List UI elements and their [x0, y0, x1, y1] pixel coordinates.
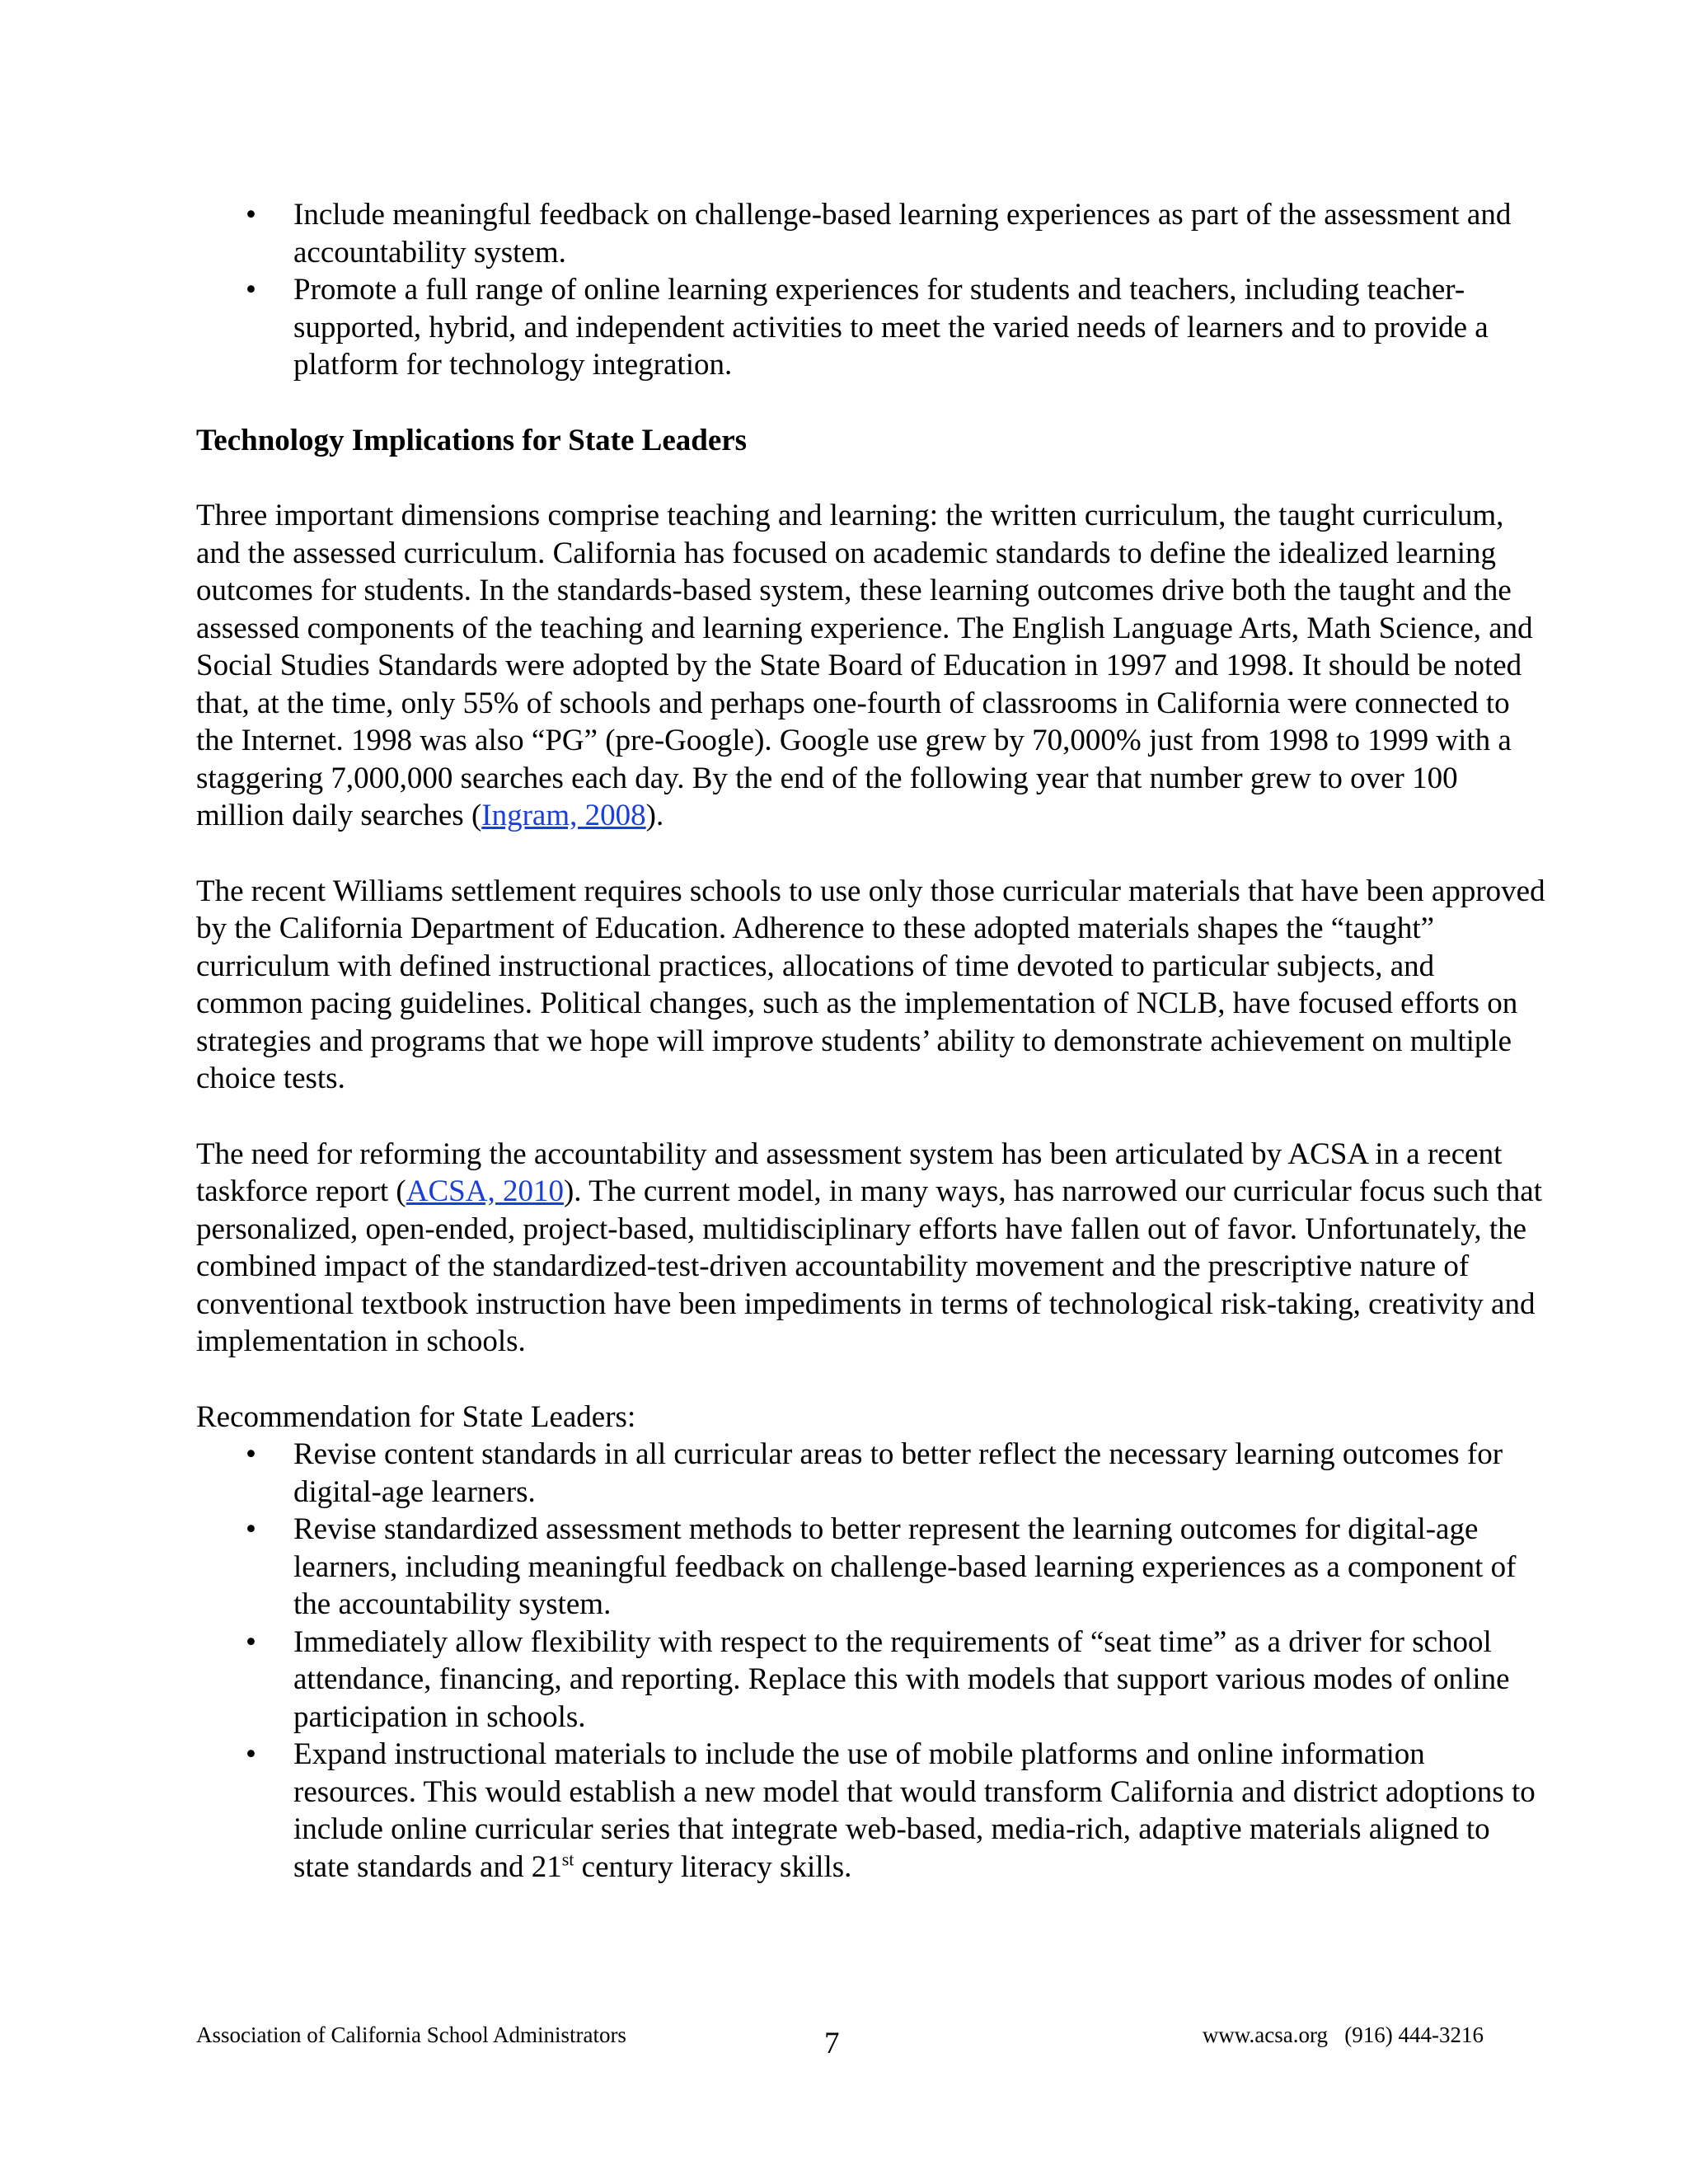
list-item: • Include meaningful feedback on challenge-based learning experiences as part of the assessment and accountability system.: [196, 196, 1548, 271]
paragraph-text: The need for reforming the accountability and assessment system has been articulated by ACSA in a recent taskforce report (: [196, 1137, 1503, 1208]
paragraph-text: ).: [645, 799, 664, 832]
section-heading: Technology Implications for State Leaders: [196, 423, 748, 457]
paragraph-text: Three important dimensions comprise teaching and learning: the written curriculum, the taught curriculum, and the assessed curriculum. California has focused on academic standards to define the idealized learning outcomes for students. In the standards-based system, these learning outcomes drive both the taught and the assessed components of the teaching and learning experience. The English Language Arts, Math Science, and Social Studies Standards were adopted by the State Board of Education in 1997 and 1998. It should be noted that, at the time, only 55% of schools and perhaps one-fourth of classrooms in California were connected to the Internet. 1998 was also “PG” (pre-Google). Google use grew by 70,000% just from 1998 to 1999 with a staggering 7,000,000 searches each day. By the end of the following year that number grew to over 100 million daily searches (: [196, 499, 1533, 832]
citation-link-acsa[interactable]: ACSA, 2010: [406, 1174, 564, 1208]
recommendation-bullet-list: [196, 1436, 1548, 1886]
paragraph-reform: [196, 1136, 1548, 1361]
list-item: • Revise standardized assessment methods to better represent the learning outcomes for digital-age learners, including meaningful feedback on challenge-based learning experiences as a component of the accountability system.: [196, 1511, 1548, 1624]
list-item: • Promote a full range of online learning experiences for students and teachers, including teacher-supported, hybrid, and independent activities to meet the varied needs of learners and to provide a platform for technology integration.: [196, 271, 1548, 384]
citation-link-ingram[interactable]: Ingram, 2008: [481, 799, 646, 832]
superscript-st: st: [561, 1849, 574, 1870]
page-footer: [196, 2022, 1484, 2060]
footer-contact: www.acsa.org (916) 444-3216: [1202, 2022, 1484, 2047]
list-item-text: Expand instructional materials to include the use of mobile platforms and online information resources. This would establish a new model that would transform California and district adoptions to include online curricular series that integrate web-based, media-rich, adaptive materials aligned to state standards and 21: [293, 1737, 1536, 1884]
page-number: 7: [824, 2027, 840, 2060]
top-bullet-list: [196, 196, 1548, 384]
list-item: [196, 1736, 1548, 1886]
list-item-text: century literacy skills.: [574, 1849, 852, 1884]
recommendation-intro: Recommendation for State Leaders:: [196, 1399, 636, 1434]
list-item: • Immediately allow flexibility with respect to the requirements of “seat time” as a driver for school attendance, financing, and reporting. Replace this with models that support various modes of online participation in schools.: [196, 1624, 1548, 1736]
paragraph-dimensions: [196, 497, 1548, 835]
document-page: [196, 196, 1548, 1886]
list-item: • Revise content standards in all curricular areas to better reflect the necessary learning outcomes for digital-age learners.: [196, 1436, 1548, 1511]
paragraph-williams: The recent Williams settlement requires schools to use only those curricular materials that have been approved by the California Department of Education. Adherence to these adopted materials shapes the “taught” curriculum with defined instructional practices, allocations of time devoted to particular subjects, and common pacing guidelines. Political changes, such as the implementation of NCLB, have focused efforts on strategies and programs that we hope will improve students’ ability to demonstrate achievement on multiple choice tests.: [196, 874, 1545, 1095]
footer-organization: Association of California School Administrators: [196, 2022, 626, 2047]
paragraph-text: ). The current model, in many ways, has narrowed our curricular focus such that personalized, open-ended, project-based, multidisciplinary efforts have fallen out of favor. Unfortunately, the combined impact of the standardized-test-driven accountability movement and the prescriptive nature of conventional textbook instruction have been impediments in terms of technological risk-taking, creativity and implementation in schools.: [196, 1174, 1543, 1358]
